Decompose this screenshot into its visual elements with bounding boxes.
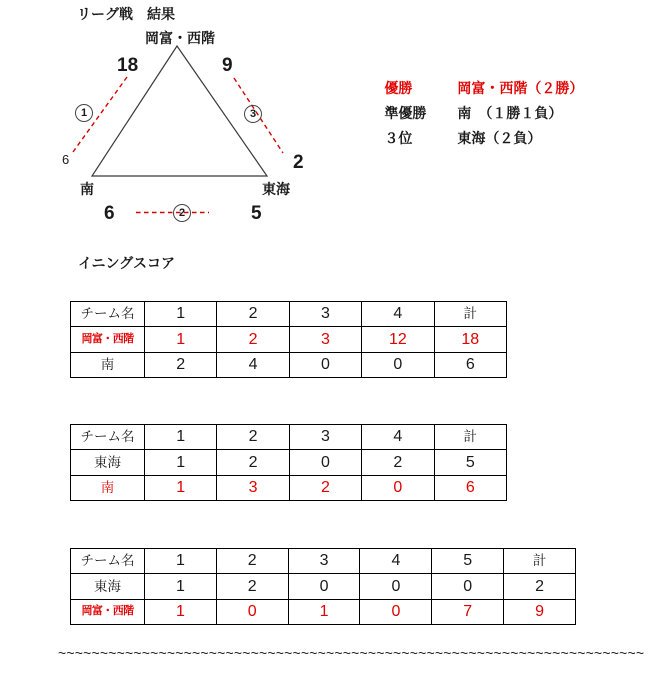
inning-header: 計: [504, 549, 576, 574]
score-cell: 1: [145, 574, 217, 599]
score-cell: 3: [217, 475, 289, 500]
score-right-edge-bottom: 2: [293, 152, 304, 173]
page-title: リーグ戦 結果: [77, 6, 175, 22]
table-row: [71, 352, 507, 377]
score-right-edge-top: 9: [222, 55, 233, 76]
inning-score-heading: イニングスコア: [78, 255, 176, 271]
team-name-header: チーム名: [71, 302, 145, 327]
inning-table-1-host: [70, 301, 507, 378]
score-cell: 0: [432, 574, 504, 599]
standing-result: 岡富・西階（２勝）: [457, 80, 584, 96]
team-name-cell: 東海: [71, 450, 145, 475]
inning-header: 3: [289, 425, 361, 450]
team-name-cell: 南: [71, 352, 145, 377]
score-cell: 1: [145, 599, 217, 624]
score-cell: 1: [145, 327, 217, 352]
score-cell: 2: [289, 475, 361, 500]
standing-result: 東海（２負）: [457, 130, 542, 146]
inning-score-table: [70, 301, 507, 378]
match-number-3: 3: [249, 108, 257, 120]
team-name-header: チーム名: [71, 425, 145, 450]
match-number-3-badge: [244, 105, 262, 123]
inning-header: 4: [360, 549, 432, 574]
score-cell: 6: [434, 352, 506, 377]
score-cell: 1: [288, 599, 360, 624]
table-header-row: [71, 425, 507, 450]
score-cell: 0: [360, 599, 432, 624]
score-cell: 0: [289, 450, 361, 475]
standing-rank: ３位: [384, 130, 413, 146]
table-row: [71, 450, 507, 475]
table-row: [71, 599, 576, 624]
team-name-cell: 東海: [71, 574, 145, 599]
match-number-1: 1: [80, 107, 88, 119]
inning-table-2-host: [70, 424, 507, 501]
score-cell: 0: [288, 574, 360, 599]
score-cell: 1: [145, 450, 217, 475]
score-cell: 6: [434, 475, 506, 500]
team-name-cell: 岡富・西階: [71, 599, 145, 624]
score-cell: 2: [216, 574, 288, 599]
team-name-cell: 岡富・西階: [71, 327, 145, 352]
inning-header: 3: [288, 549, 360, 574]
match-number-2: 2: [178, 207, 186, 219]
inning-header: 1: [145, 425, 217, 450]
score-cell: 0: [360, 574, 432, 599]
inning-header: 2: [217, 425, 289, 450]
score-cell: 2: [217, 450, 289, 475]
score-cell: 2: [145, 352, 217, 377]
score-cell: 5: [434, 450, 506, 475]
match-number-1-badge: [75, 104, 93, 122]
wavy-divider: ~~~~~~~~~~~~~~~~~~~~~~~~~~~~~~~~~~~~~~~~~~~~~~~~~~~~~~~~~~~~~~~~~~~~~~: [58, 645, 645, 661]
standing-rank: 準優勝: [384, 105, 427, 121]
team-name-cell: 南: [71, 475, 145, 500]
standing-result: 南 （１勝１負）: [457, 105, 563, 121]
score-bottom-edge-left: 6: [104, 203, 115, 224]
inning-header: 4: [362, 302, 434, 327]
score-cell: 4: [217, 352, 289, 377]
table-header-row: [71, 302, 507, 327]
score-cell: 18: [434, 327, 506, 352]
match-number-2-badge: [173, 204, 191, 222]
table-header-row: [71, 549, 576, 574]
score-cell: 3: [289, 327, 361, 352]
score-cell: 7: [432, 599, 504, 624]
inning-header: 4: [362, 425, 434, 450]
inning-header: 2: [217, 302, 289, 327]
score-bottom-edge-right: 5: [251, 203, 262, 224]
inning-header: 1: [145, 302, 217, 327]
inning-score-table: [70, 424, 507, 501]
standings-list: [361, 51, 584, 146]
standing-rank: 優勝: [384, 80, 413, 96]
score-left-edge-top: 18: [117, 55, 139, 76]
score-cell: 2: [217, 327, 289, 352]
score-cell: 2: [362, 450, 434, 475]
inning-header: 計: [434, 425, 506, 450]
table-row: [71, 574, 576, 599]
team-name-header: チーム名: [71, 549, 145, 574]
score-cell: 0: [216, 599, 288, 624]
table-row: [71, 327, 507, 352]
inning-score-table: [70, 548, 576, 625]
inning-header: 5: [432, 549, 504, 574]
score-cell: 2: [504, 574, 576, 599]
score-left-edge-bottom: 6: [62, 152, 70, 167]
inning-header: 計: [434, 302, 506, 327]
standing-row-champion: [361, 51, 584, 96]
score-cell: 1: [145, 475, 217, 500]
team-label-right: 東海: [262, 181, 290, 197]
score-cell: 9: [504, 599, 576, 624]
inning-header: 3: [289, 302, 361, 327]
inning-header: 1: [145, 549, 217, 574]
table-row: [71, 475, 507, 500]
team-label-top: 岡富・西階: [145, 30, 215, 46]
score-cell: 0: [362, 352, 434, 377]
inning-header: 2: [216, 549, 288, 574]
inning-table-3-host: [70, 548, 576, 625]
score-cell: 12: [362, 327, 434, 352]
team-label-left: 南: [80, 181, 94, 197]
score-cell: 0: [289, 352, 361, 377]
score-cell: 0: [362, 475, 434, 500]
